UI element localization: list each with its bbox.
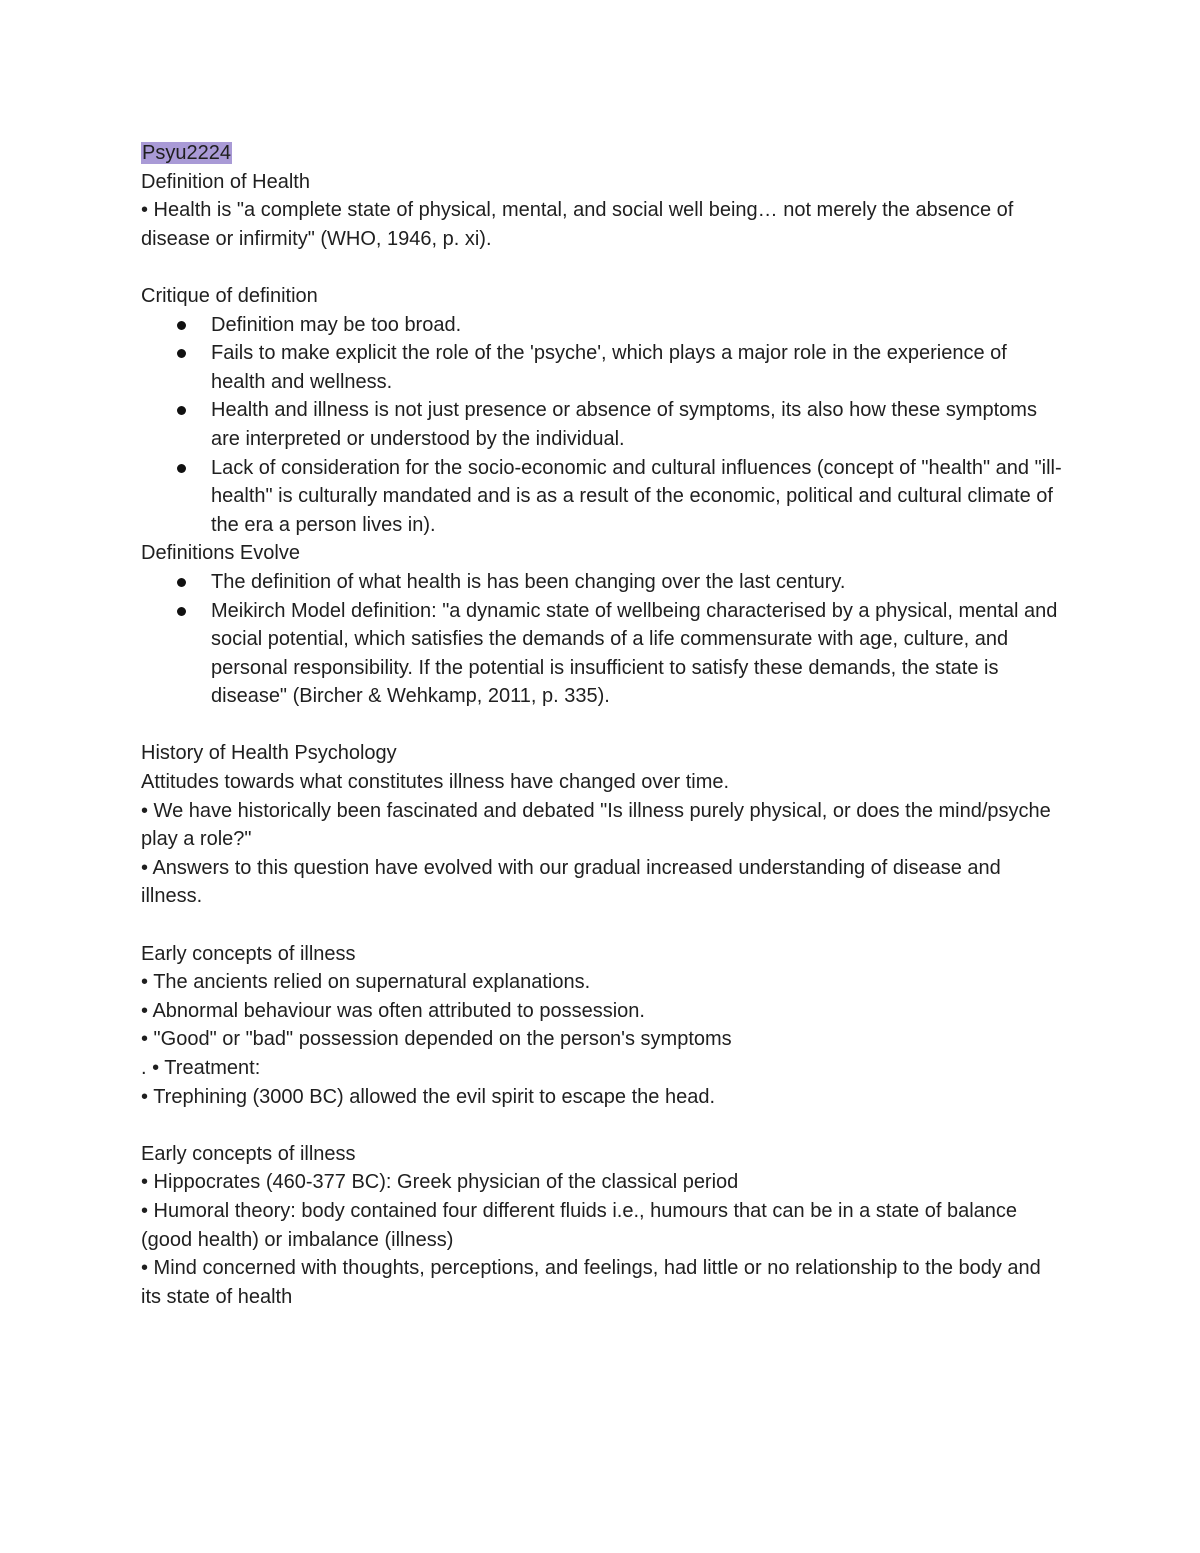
blank-line — [141, 711, 1066, 740]
section-heading-evolve: Definitions Evolve — [141, 542, 300, 565]
section-heading-history: History of Health Psychology — [141, 742, 397, 765]
bullet-dot-icon — [177, 607, 186, 616]
bullet-dot-icon — [177, 464, 186, 473]
blank-line — [141, 253, 1066, 282]
list-item-text: Fails to make explicit the role of the 'psyche', which plays a major role in the experience of health and wellness. — [211, 342, 1007, 393]
list-item — [211, 311, 1066, 340]
list-item-text: Meikirch Model definition: "a dynamic state of wellbeing characterised by a physical, mental and social potential, which satisfies the demands of a life commensurate with age, culture, and personal responsibility. If the potential is insufficient to satisfy these demands, the state is disease" (Bircher & Wehkamp, 2011, p. 335). — [211, 599, 1058, 708]
list-item-text: Health and illness is not just presence or absence of symptoms, its also how these symptoms are interpreted or understood by the individual. — [211, 399, 1037, 450]
hippocrates-line: • Hippocrates (460-377 BC): Greek physician of the classical period — [141, 1171, 739, 1194]
course-code-highlight: Psyu2224 — [142, 142, 231, 164]
history-line: Attitudes towards what constitutes illness have changed over time. — [141, 771, 730, 794]
evolve-bullet-list — [141, 568, 1066, 711]
bullet-dot-icon — [177, 578, 186, 587]
early-concepts-line: . • Treatment: — [141, 1057, 261, 1079]
blank-line — [141, 1111, 1066, 1140]
document-body — [141, 139, 1066, 1311]
list-item-text: The definition of what health is has been changing over the last century. — [211, 570, 846, 593]
bullet-dot-icon — [177, 406, 186, 415]
early-concepts-line: • Trephining (3000 BC) allowed the evil spirit to escape the head. — [141, 1085, 716, 1108]
bullet-dot-icon — [177, 349, 186, 358]
list-item — [211, 396, 1066, 453]
history-line: • We have historically been fascinated and debated "Is illness purely physical, or does the mind/psyche play a role?" — [141, 799, 1051, 851]
section-heading-definition: Definition of Health — [141, 170, 310, 193]
critique-bullet-list — [141, 311, 1066, 540]
section-heading-early-concepts-2: Early concepts of illness — [141, 1142, 356, 1165]
list-item — [211, 568, 1066, 597]
hippocrates-line: • Mind concerned with thoughts, perceptions, and feelings, had little or no relationship to the body and its state of health — [141, 1257, 1041, 1308]
history-line: • Answers to this question have evolved with our gradual increased understanding of disease and illness. — [141, 856, 1001, 908]
list-item-text: Lack of consideration for the socio-economic and cultural influences (concept of "health" and "ill-health" is culturally mandated and is as a result of the economic, political and cultural climate of the era a person lives in). — [211, 456, 1062, 536]
section-heading-critique: Critique of definition — [141, 284, 318, 307]
list-item — [211, 339, 1066, 396]
list-item — [211, 454, 1066, 540]
list-item-text: Definition may be too broad. — [211, 313, 462, 336]
blank-line — [141, 911, 1066, 940]
hippocrates-line: • Humoral theory: body contained four different fluids i.e., humours that can be in a state of balance (good health) or imbalance (illness) — [141, 1199, 1018, 1251]
section-heading-early-concepts: Early concepts of illness — [141, 942, 356, 965]
who-definition-text: • Health is "a complete state of physical, mental, and social well being… not merely the absence of disease or infirmity" (WHO, 1946, p. xi). — [141, 199, 1014, 250]
list-item — [211, 597, 1066, 711]
early-concepts-line: • The ancients relied on supernatural explanations. — [141, 971, 591, 994]
early-concepts-line: • "Good" or "bad" possession depended on the person's symptoms — [141, 1028, 732, 1051]
bullet-dot-icon — [177, 321, 186, 330]
early-concepts-line: • Abnormal behaviour was often attributed to possession. — [141, 999, 645, 1022]
course-code-line — [141, 139, 1066, 168]
